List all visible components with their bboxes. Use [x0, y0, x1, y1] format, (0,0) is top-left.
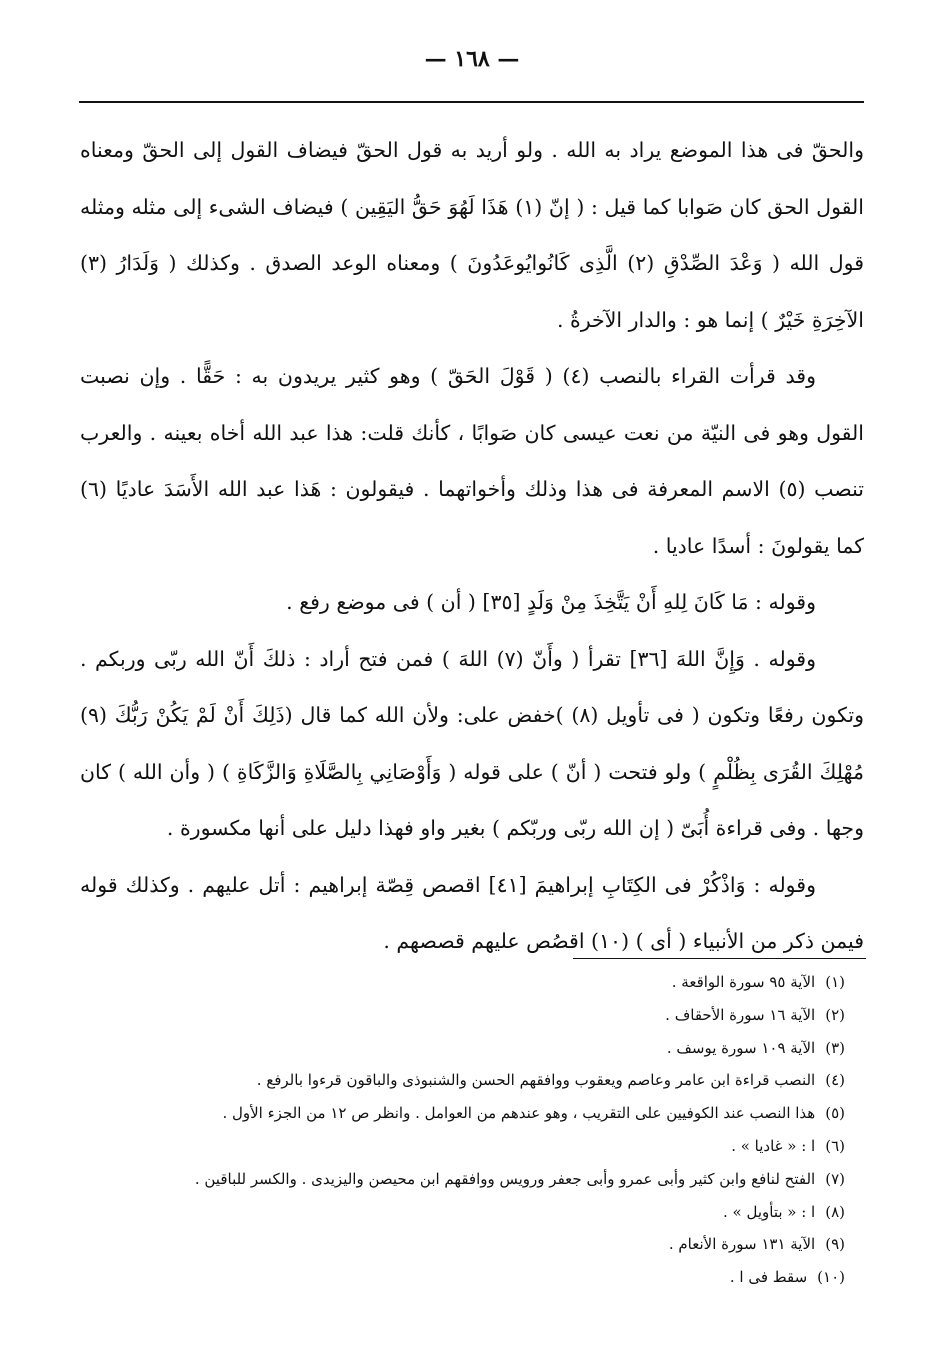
- footnote-number: (٩): [825, 1235, 845, 1254]
- header-rule: [79, 101, 864, 103]
- footnote-text: الفتح لنافع وابن كثير وأبى عمرو وأبى جعفر ورويس ووافقهم ابن محيصن واليزيدى . والكسر للباقين .: [194, 1169, 816, 1188]
- footnote-number: (٦): [825, 1136, 845, 1155]
- footnote: [90, 1032, 845, 1065]
- footnote: [90, 966, 845, 999]
- footnote: [90, 1097, 845, 1130]
- footnote-number: (٤): [825, 1071, 845, 1090]
- footnote: [90, 1261, 845, 1294]
- paragraph: وقوله : مَا كَانَ لِلهِ أَنْ يَتَّخِذَ مِنْ وَلَدٍ [٣٥] ( أن ) فى موضع رفع .: [286, 590, 816, 614]
- footnote-number: (١): [825, 973, 845, 991]
- footnote: [90, 1130, 845, 1163]
- footnote: [90, 1163, 845, 1196]
- footnote-text: النصب قراءة ابن عامر وعاصم ويعقوب ووافقهم الحسن والشنبوذى والباقون قرءوا بالرفع .: [256, 1071, 816, 1090]
- footnote-text: ا : « بتأويل » .: [722, 1202, 816, 1221]
- footnote-number: (٥): [825, 1104, 845, 1123]
- footnote-text: سقط فى ا .: [729, 1268, 808, 1287]
- paragraph: وقوله : وَاذْكُرْ فى الكِتَابِ إبراهيمَ [٤١] اقصص قِصّة إبراهيم : أتل عليهم . وكذلك قوله فيمن ذكر من الأنبياء ( أى ) (١٠) اقصُص عليهم قصصهم .: [80, 872, 864, 953]
- paragraph: والحقّ فى هذا الموضع يراد به الله . ولو أريد به قول الحقّ فيضاف القول إلى الحقّ ومعناه القول الحق كان صَوابا كما قيل : ( إنّ (١) هَذَا لَهُوَ حَقُّ اليَقِين ) فيضاف الشىء إلى مثله ومثله قول الله ( وَعْدَ الصِّدْقِ (٢) الَّذِى كَانُوايُوعَدُونَ ) ومعناه الوعد الصدق . وكذلك ( وَلَدَارُ (٣) الآخِرَةِ خَيْرٌ ) إنما هو : والدار الآخرةُ .: [80, 138, 864, 332]
- footnote-text: الآية ١٠٩ سورة يوسف .: [666, 1038, 816, 1057]
- footnote: [90, 1064, 845, 1097]
- main-text: [80, 122, 864, 970]
- footnotes: [90, 966, 845, 1294]
- footnote-rule: [573, 958, 866, 959]
- footnote-text: ا : « غاديا » .: [731, 1136, 816, 1155]
- footnote: [90, 1196, 845, 1229]
- footnote-number: (٢): [825, 1005, 845, 1024]
- footnote-number: (٨): [825, 1202, 845, 1221]
- footnote-text: الآية ١٦ سورة الأحقاف .: [665, 1005, 816, 1024]
- footnote-number: (١٠): [817, 1268, 845, 1287]
- footnote-text: الآية ٩٥ سورة الواقعة .: [671, 973, 816, 991]
- footnote: [90, 999, 845, 1032]
- paragraph: وقد قرأت القراء بالنصب (٤) ( قَوْلَ الحَقّ ) وهو كثير يريدون به : حَقًّا . وإن نصبت القول وهو فى النيّة من نعت عيسى كان صَوابًا ، كأنك قلت: هذا عبد الله أخاه بعينه . والعرب تنصب (٥) الاسم المعرفة فى هذا وذلك وأخواتهما . فيقولون : هَذا عبد الله الأَسَدَ عاديًا (٦) كما يقولونَ : أسدًا عاديا .: [80, 364, 864, 558]
- footnote-number: (٧): [825, 1169, 845, 1188]
- footnote-text: الآية ١٣١ سورة الأنعام .: [668, 1235, 816, 1254]
- footnote-number: (٣): [825, 1038, 845, 1057]
- footnote-text: هذا النصب عند الكوفيين على التقريب ، وهو عندهم من العوامل . وانظر ص ١٢ من الجزء الأول .: [222, 1104, 816, 1123]
- page-number: — ١٦٨ —: [424, 46, 520, 72]
- footnote: [90, 1228, 845, 1261]
- paragraph: وقوله . وَإِنَّ اللهَ [٣٦] تقرأ ( وأَنّ (٧) اللهَ ) فمن فتح أراد : ذلكَ أَنّ الله ربّى وربكم . وتكون رفعًا وتكون ( فى تأويل (٨) )خفض على: ولأن الله كما قال (ذَلِكَ أَنْ لَمْ يَكُنْ رَبُّكَ (٩) مُهْلِكَ القُرَى بِظُلْمٍ ) ولو فتحت ( أنّ ) على قوله ( وَأَوْصَانِي بِالصَّلَاةِ وَالزَّكَاةِ ) ( وأن الله ) كان وجها . وفى قراءة أُبَىّ ( إن الله ربّى وربّكم ) بغير واو فهذا دليل على أنها مكسورة .: [80, 646, 864, 840]
